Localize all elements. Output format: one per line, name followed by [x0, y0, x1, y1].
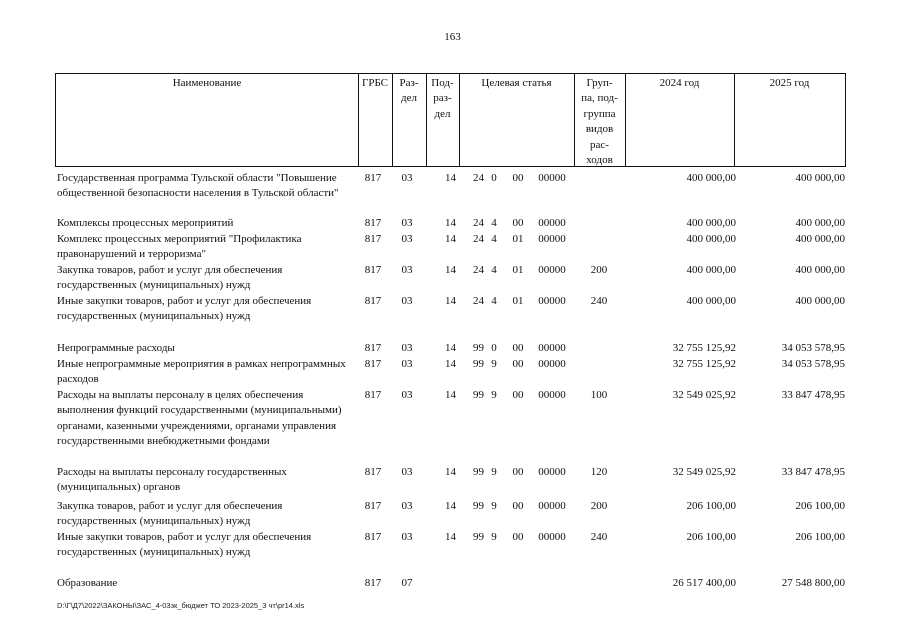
row-amount-2024: 400 000,00: [686, 233, 736, 245]
row-target-subprogram: 9: [491, 466, 497, 478]
row-razdel: 03: [401, 172, 413, 184]
row-amount-2024: 206 100,00: [686, 531, 736, 543]
header-name: Наименование: [172, 77, 242, 89]
row-amount-2024: 32 755 125,92: [672, 342, 736, 354]
row-expense-group: 200: [590, 264, 608, 276]
row-grbs: 817: [364, 500, 382, 512]
row-name: Образование: [57, 577, 118, 589]
row-target-subprogram: 9: [491, 531, 497, 543]
row-razdel: 03: [401, 389, 413, 401]
row-target-program: 24: [473, 264, 484, 276]
row-amount-2024: 26 517 400,00: [672, 577, 736, 589]
row-name: Закупка товаров, работ и услуг для обеспечения государственных (муниципальных) нужд: [57, 264, 283, 292]
header-expense-group: Груп- па, под- группа видов рас- ходов: [581, 77, 618, 167]
row-target-subprogram: 9: [491, 358, 497, 370]
row-amount-2025: 400 000,00: [795, 264, 845, 276]
row-grbs: 817: [364, 264, 382, 276]
row-amount-2024: 400 000,00: [686, 172, 736, 184]
row-target-direction: 00000: [538, 531, 566, 543]
row-podrazdel: 14: [445, 500, 456, 512]
row-podrazdel: 14: [445, 264, 456, 276]
row-target-direction: 00000: [538, 358, 566, 370]
row-razdel: 03: [401, 466, 413, 478]
row-grbs: 817: [364, 466, 382, 478]
row-grbs: 817: [364, 217, 382, 229]
row-target-event: 00: [512, 531, 524, 543]
row-name: Непрограммные расходы: [57, 342, 175, 354]
row-grbs: 817: [364, 172, 382, 184]
row-target-subprogram: 4: [491, 295, 497, 307]
row-amount-2025: 27 548 800,00: [781, 577, 845, 589]
header-razdel: Раз- дел: [399, 77, 419, 105]
row-amount-2025: 206 100,00: [795, 500, 845, 512]
row-amount-2025: 400 000,00: [795, 172, 845, 184]
row-target-direction: 00000: [538, 295, 566, 307]
row-target-direction: 00000: [538, 500, 566, 512]
row-target-direction: 00000: [538, 342, 566, 354]
row-target-subprogram: 9: [491, 389, 497, 401]
row-target-subprogram: 4: [491, 217, 497, 229]
header-year-2025: 2025 год: [769, 77, 810, 89]
row-name: Иные закупки товаров, работ и услуг для обеспечения государственных (муниципальных) нужд: [57, 531, 312, 559]
row-target-event: 00: [512, 217, 524, 229]
row-amount-2024: 32 549 025,92: [672, 466, 736, 478]
row-razdel: 03: [401, 264, 413, 276]
row-podrazdel: 14: [445, 358, 456, 370]
row-podrazdel: 14: [445, 342, 456, 354]
row-podrazdel: 14: [445, 233, 456, 245]
row-target-direction: 00000: [538, 217, 566, 229]
row-target-direction: 00000: [538, 172, 566, 184]
row-amount-2025: 400 000,00: [795, 217, 845, 229]
row-target-subprogram: 9: [491, 500, 497, 512]
row-amount-2025: 400 000,00: [795, 233, 845, 245]
row-target-program: 24: [473, 217, 484, 229]
row-name: Комплексы процессных мероприятий: [57, 217, 234, 229]
row-target-subprogram: 0: [491, 172, 497, 184]
row-podrazdel: 14: [445, 389, 456, 401]
row-target-program: 99: [473, 500, 484, 512]
row-target-program: 99: [473, 342, 484, 354]
row-podrazdel: 14: [445, 466, 456, 478]
row-grbs: 817: [364, 358, 382, 370]
row-name: Расходы на выплаты персоналу государственных (муниципальных) органов: [57, 466, 287, 494]
row-expense-group: 100: [590, 389, 608, 401]
row-razdel: 03: [401, 295, 413, 307]
header-target-article: Целевая статья: [481, 77, 552, 89]
row-target-event: 00: [512, 500, 524, 512]
row-expense-group: 120: [590, 466, 608, 478]
table-header: [55, 73, 846, 167]
row-target-program: 99: [473, 531, 484, 543]
row-target-event: 01: [512, 264, 524, 276]
row-amount-2024: 400 000,00: [686, 295, 736, 307]
row-expense-group: 200: [590, 500, 608, 512]
row-name: Иные закупки товаров, работ и услуг для обеспечения государственных (муниципальных) нужд: [57, 295, 312, 323]
header-grbs: ГРБС: [361, 77, 389, 89]
row-amount-2024: 400 000,00: [686, 264, 736, 276]
row-target-event: 01: [512, 233, 524, 245]
row-grbs: 817: [364, 577, 382, 589]
row-razdel: 07: [401, 577, 413, 589]
row-razdel: 03: [401, 531, 413, 543]
row-target-event: 00: [512, 342, 524, 354]
row-name: Комплекс процессных мероприятий "Профилактика правонарушений и терроризма": [57, 233, 302, 261]
row-amount-2024: 400 000,00: [686, 217, 736, 229]
row-target-program: 99: [473, 466, 484, 478]
row-name: Государственная программа Тульской области "Повышение общественной безопасности населения в Тульской области": [57, 172, 339, 200]
row-razdel: 03: [401, 342, 413, 354]
row-grbs: 817: [364, 531, 382, 543]
row-amount-2025: 33 847 478,95: [781, 389, 845, 401]
row-target-program: 24: [473, 233, 484, 245]
row-amount-2025: 34 053 578,95: [781, 358, 845, 370]
row-target-event: 00: [512, 358, 524, 370]
row-target-direction: 00000: [538, 264, 566, 276]
row-grbs: 817: [364, 342, 382, 354]
header-podrazdel: Под- раз- дел: [431, 77, 454, 120]
row-name: Закупка товаров, работ и услуг для обеспечения государственных (муниципальных) нужд: [57, 500, 283, 528]
row-razdel: 03: [401, 217, 413, 229]
row-razdel: 03: [401, 358, 413, 370]
row-razdel: 03: [401, 500, 413, 512]
row-razdel: 03: [401, 233, 413, 245]
row-target-direction: 00000: [538, 233, 566, 245]
row-target-event: 00: [512, 466, 524, 478]
row-amount-2025: 33 847 478,95: [781, 466, 845, 478]
row-name: Иные непрограммные мероприятия в рамках непрограммных расходов: [57, 358, 346, 386]
row-podrazdel: 14: [445, 172, 456, 184]
page-number: 163: [444, 31, 461, 43]
row-amount-2024: 206 100,00: [686, 500, 736, 512]
row-amount-2025: 400 000,00: [795, 295, 845, 307]
row-target-program: 99: [473, 389, 484, 401]
row-target-event: 00: [512, 172, 524, 184]
row-expense-group: 240: [590, 531, 608, 543]
row-amount-2024: 32 549 025,92: [672, 389, 736, 401]
row-target-event: 00: [512, 389, 524, 401]
row-target-subprogram: 4: [491, 233, 497, 245]
row-grbs: 817: [364, 233, 382, 245]
row-podrazdel: 14: [445, 531, 456, 543]
row-target-subprogram: 0: [491, 342, 497, 354]
row-grbs: 817: [364, 295, 382, 307]
row-target-program: 24: [473, 172, 484, 184]
row-target-subprogram: 4: [491, 264, 497, 276]
row-name: Расходы на выплаты персоналу в целях обеспечения выполнения функций государственными (муниципальными) органами, казенными учреждениями, органами управления государственными внебюджетными фондами: [57, 389, 342, 448]
row-amount-2024: 32 755 125,92: [672, 358, 736, 370]
header-year-2024: 2024 год: [659, 77, 700, 89]
row-podrazdel: 14: [445, 217, 456, 229]
row-target-program: 99: [473, 358, 484, 370]
row-grbs: 817: [364, 389, 382, 401]
file-path-footer: D:\Г\Д7\2022\ЗАКОНЫ\ЗАС_4-03зк_бюджет ТО 2023-2025_3 чт\pr14.xls: [57, 601, 305, 610]
row-target-direction: 00000: [538, 389, 566, 401]
row-podrazdel: 14: [445, 295, 456, 307]
row-target-event: 01: [512, 295, 524, 307]
row-amount-2025: 34 053 578,95: [781, 342, 845, 354]
row-amount-2025: 206 100,00: [795, 531, 845, 543]
row-expense-group: 240: [590, 295, 608, 307]
row-target-direction: 00000: [538, 466, 566, 478]
row-target-program: 24: [473, 295, 484, 307]
